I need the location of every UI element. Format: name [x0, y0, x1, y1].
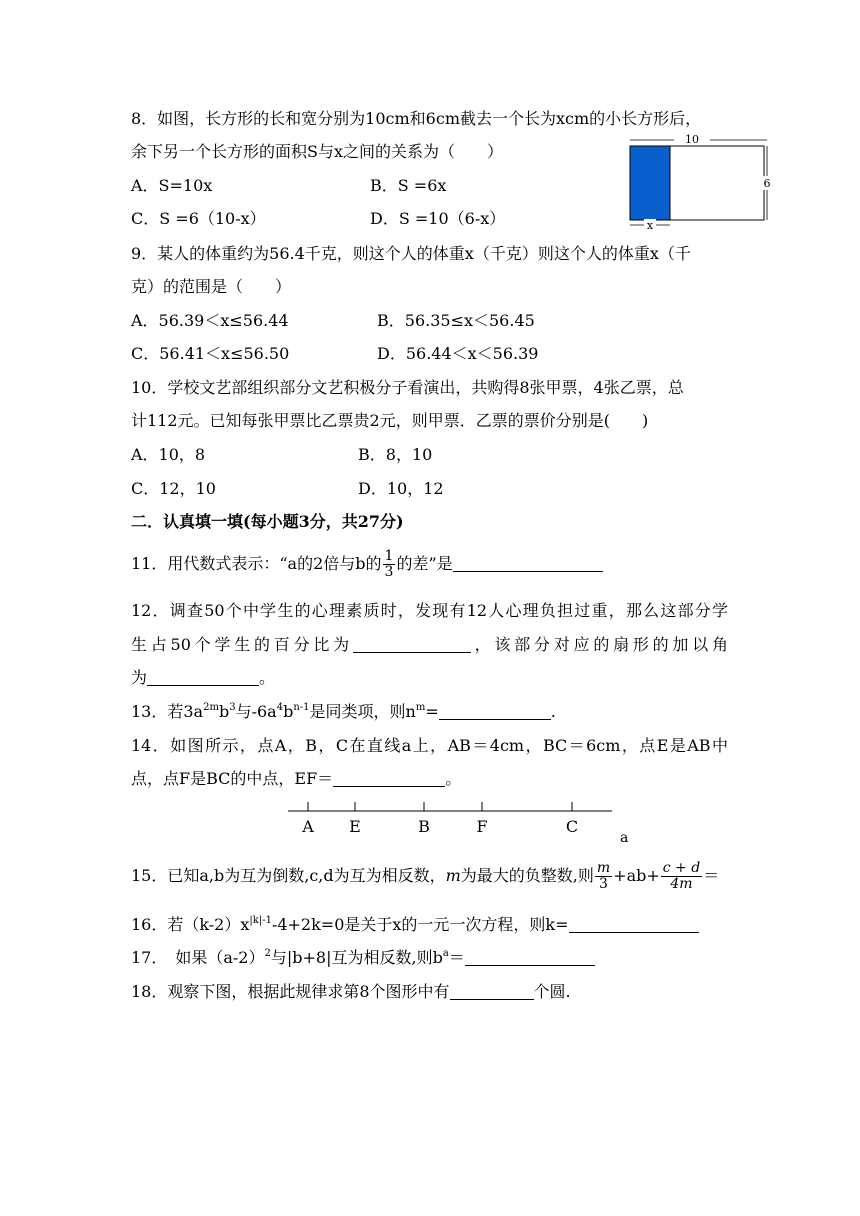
q17-text-3: ＝ — [448, 948, 465, 967]
q15-equals: ＝ — [703, 866, 720, 885]
q14-line2 — [131, 769, 461, 789]
q9-option-a: A．56.39＜x≤56.44 — [131, 311, 289, 330]
q13-text-4: b — [283, 702, 294, 721]
q8-cut-rectangle — [630, 146, 670, 220]
q15-text-1: 15．已知a,b为互为倒数,c,d为互为相反数， — [131, 866, 446, 885]
q15-fraction-1-numerator: m — [596, 860, 611, 876]
q10-line1: 10．学校文艺部组织部分文艺积极分子看演出，共购得8张甲票，4张乙票，总 — [131, 378, 684, 397]
q9-option-d: D．56.44＜x＜56.39 — [377, 344, 539, 363]
q14-point-label-c: C — [565, 817, 579, 836]
q13-sup-1: 2m — [203, 702, 219, 713]
q18-text-1: 18．观察下图，根据此规律求第8个图形中有 — [131, 982, 450, 1001]
q8-top-label: 10 — [685, 133, 699, 146]
q12-line2-text-a: 生占50个学生的百分比为 — [131, 635, 353, 654]
q14-point-label-a: A — [302, 817, 314, 836]
q12-percentage-blank[interactable] — [353, 636, 471, 653]
q13-line — [131, 702, 556, 722]
q14-point-label-f: F — [476, 817, 488, 836]
q13-text-5: 是同类项，则n — [309, 702, 416, 721]
q16-exponent: |k|-1 — [249, 915, 272, 926]
q13-sup-5: m — [415, 702, 426, 713]
q12-line1: 12．调查50个中学生的心理素质时，发现有12人心理负担过重，那么这部分学 — [131, 601, 728, 620]
q14-line-diagram — [280, 798, 640, 848]
q9-line1: 9．某人的体重约为56.4千克，则这个人的体重x（千克）则这个人的体重x（千 — [131, 244, 691, 263]
q8-line2: 余下另一个长方形的面积S与x之间的关系为（ ） — [131, 142, 503, 161]
q12-line2-text-b: ，该部分对应的扇形的加以角 — [470, 635, 728, 654]
q10-option-b: B．8，10 — [358, 445, 433, 464]
q12-line2 — [131, 635, 728, 655]
q16-text-1: 16．若（k-2）x — [131, 915, 250, 934]
q13-sup-2: 3 — [229, 702, 236, 713]
q14-line2-text-a: 点，点F是BC的中点，EF＝ — [131, 769, 334, 788]
q15-line — [131, 854, 719, 898]
q17-text-2: 与|b+8|互为相反数,则b — [270, 948, 443, 967]
q15-text-2: 为最大的负整数,则 — [460, 866, 594, 885]
q13-answer-blank[interactable] — [439, 703, 551, 720]
q8-option-b: B．S =6x — [370, 176, 447, 195]
q16-line — [131, 915, 699, 935]
q15-fraction-2-denominator: 4m — [670, 876, 693, 892]
q10-option-d: D．10，12 — [358, 479, 444, 498]
q15-fraction-2-numerator: c + d — [662, 860, 701, 876]
q12-line3-text-a: 为 — [131, 668, 148, 687]
q18-answer-blank[interactable] — [450, 983, 534, 1000]
q16-text-2: -4+2k=0是关于x的一元一次方程，则k= — [271, 915, 569, 934]
q10-option-a: A．10，8 — [131, 445, 206, 464]
q12-angle-blank[interactable] — [147, 669, 259, 686]
q17-answer-blank[interactable] — [465, 949, 595, 966]
q18-text-2: 个圆. — [533, 982, 571, 1001]
q14-line-label: a — [620, 830, 629, 846]
q11-line — [131, 549, 603, 580]
q11-answer-blank[interactable] — [453, 555, 603, 572]
q14-point-label-b: B — [418, 817, 430, 836]
q14-answer-blank[interactable] — [333, 770, 445, 787]
q9-line2: 克）的范围是（ ） — [131, 277, 292, 296]
q11-fraction — [383, 549, 396, 580]
q9-option-b: B．56.35≤x＜56.45 — [377, 311, 535, 330]
q11-prefix: 11．用代数式表示：“a的2倍与b的 — [131, 554, 382, 573]
q12-line3 — [131, 668, 275, 688]
q13-text-3: 与-6a — [235, 702, 277, 721]
q8-rectangle-figure — [622, 130, 782, 236]
q17-exponent-2: a — [442, 948, 449, 959]
q11-fraction-denominator: 3 — [384, 564, 394, 580]
q13-sup-3: 4 — [276, 702, 284, 713]
q11-suffix: 的差”是 — [396, 554, 453, 573]
section-2-heading: 二．认真填一填(每小题3分，共27分) — [131, 512, 404, 531]
q13-text-2: b — [218, 702, 230, 721]
q8-side-label: 6 — [763, 177, 771, 190]
q8-option-a: A．S=10x — [131, 176, 213, 195]
q17-line — [131, 948, 595, 968]
q8-bottom-label: x — [646, 219, 654, 232]
q14-point-label-e: E — [349, 817, 361, 836]
q17-exponent-1: 2 — [264, 948, 271, 959]
q13-text-6: = — [425, 702, 439, 721]
q9-option-c: C．56.41＜x≤56.50 — [131, 344, 290, 363]
q15-var-m: m — [445, 866, 461, 885]
q16-answer-blank[interactable] — [569, 916, 699, 933]
q15-text-3: +ab+ — [613, 866, 660, 885]
q14-line2-text-b: 。 — [445, 769, 462, 788]
q10-option-c: C．12，10 — [131, 479, 216, 498]
q12-line3-text-b: 。 — [259, 668, 276, 687]
q8-option-c: C．S =6（10-x） — [131, 209, 266, 228]
q11-fraction-numerator: 1 — [384, 548, 394, 564]
q18-line — [131, 982, 571, 1002]
q17-text-1: 17． 如果（a-2） — [131, 948, 265, 967]
q13-text-1: 13．若3a — [131, 702, 204, 721]
q13-sup-4: n-1 — [293, 702, 310, 713]
q15-fraction-2 — [661, 861, 702, 892]
q8-line1: 8．如图，长方形的长和宽分别为10cm和6cm截去一个长为xcm的小长方形后， — [131, 109, 702, 128]
q14-line1: 14．如图所示，点A，B，C在直线a上，AB＝4cm，BC＝6cm，点E是AB中 — [131, 736, 728, 755]
q13-text-7: . — [550, 702, 556, 721]
q10-line2: 计112元。已知每张甲票比乙票贵2元，则甲票．乙票的票价分别是( ) — [131, 411, 649, 430]
q15-fraction-1 — [595, 861, 612, 892]
q15-fraction-1-denominator: 3 — [599, 876, 608, 892]
q8-option-d: D．S =10（6-x） — [370, 209, 506, 228]
